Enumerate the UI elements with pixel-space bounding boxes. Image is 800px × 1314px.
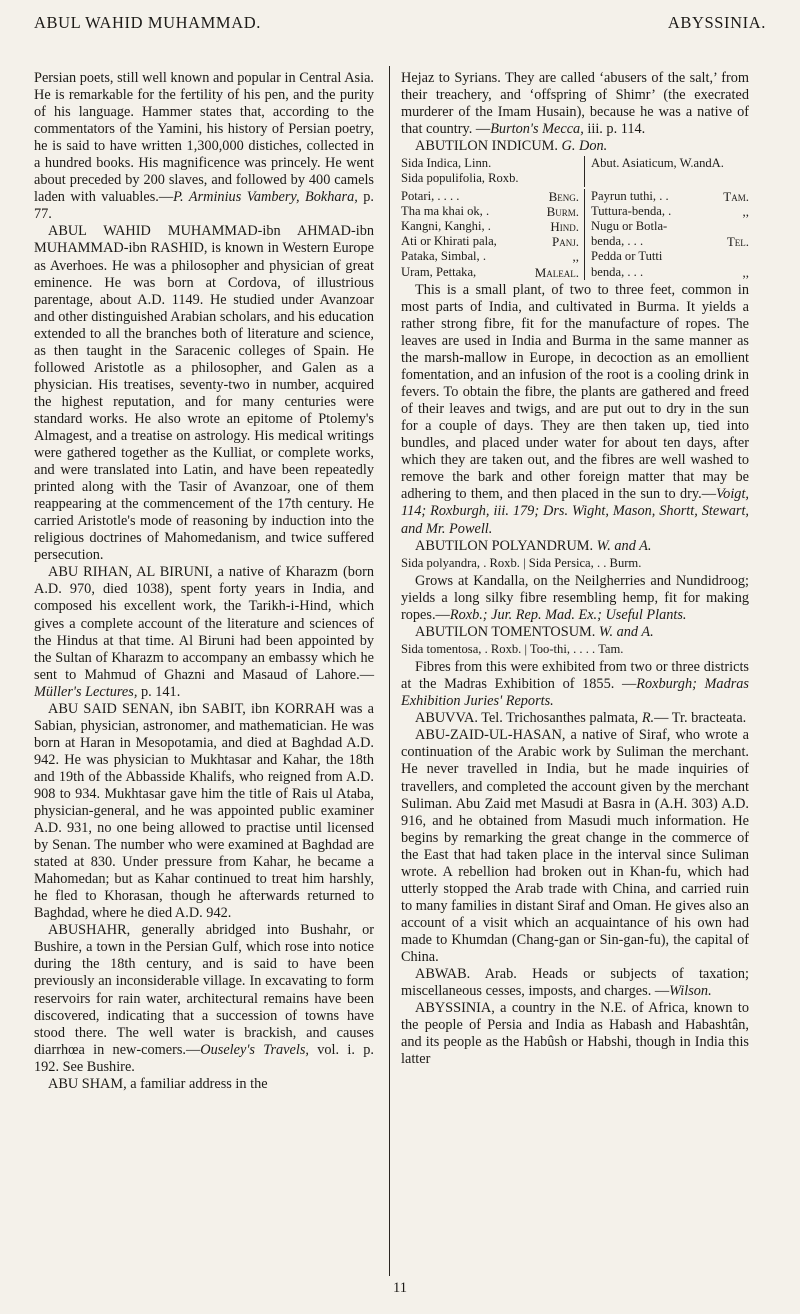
running-head-left: ABUL WAHID MUHAMMAD. [34,13,261,32]
headword: ABU SAID SENAN, ibn SABIT, ibn KORRAH [48,700,335,717]
indicum-synonyms [401,156,749,186]
entry-abu-zaid: ABU-ZAID-UL-HASAN, a native of Siraf, who wrote a continuation of the Arabic work by Suliman the merchant. He never travelled in India, but he made inquiries of travellers, and completed the account given by the merchant Suliman. Abu Zaid met Masudi at Basra in (A.H. 303) A.D. 916, and he obtained from Masudi much information. He begins by remarking the great change in the commerce of the East that had taken place in the interval since Suliman wrote. A rebellion had broken out in Khan-fu, which had utterly stopped the Arab trade with China, and carried ruin to many families in distant Siraf and Oman. He gives also an account of a visit which an acquaintance of his own had made to Khumdan (Chang-gan or Sin-gan-fu), the capital of China. [401,727,749,965]
running-head-right: ABYSSINIA. [667,13,766,32]
headword: ABUSHAHR, [48,922,131,939]
headword: ABUL WAHID MUHAMMAD-ibn AHMAD-ibn MUHAMMAD-ibn RASHID, [34,223,374,257]
vernacular-row: benda, . . . Tel. [591,234,749,250]
vernacular-row: Nugu or Botla- [591,219,668,234]
entry-abu-sham-cont: Hejaz to Syrians. They are called ‘abusers of the salt,’ from their treachery, and ‘offspring of Shimr’ (the execrated murderer of the Imam Husain), because he was a native of that country. —Burton's Mecca, iii. p. 114. [401,70,749,138]
entry-abutilon-tomentosum-head: ABUTILON TOMENTOSUM. W. and A. [415,623,654,640]
vernacular-row: Payrun tuthi, . . Tam. [591,188,749,204]
entry-abutilon-indicum-body: This is a small plant, of two to three feet, common in most parts of India, and cultivated in Burma. It yields a rather strong fibre, fit for the manufacture of ropes. The leaves are used in India and Burma in the same manner as the marsh-mallow in Europe, in decoction as an emollient fomentation, and an infusion of the root is a cooling drink in fevers. To obtain the fibre, the plants are gathered and freed of their leaves and twigs, and are put out to dry in the sun for a couple of days. They are then taken up, tied into bundles, and placed under water for about ten days, after which they are taken out, and the fibres are well washed to remove the bark and other foreign matter that may be adhering to them, and then placed in the sun to dry.—Voigt, 114; Roxburgh, iii. 179; Drs. Wight, Mason, Shortt, Stewart, and Mr. Powell. [401,281,749,537]
headword: ABUTILON INDICUM. [415,138,558,155]
running-head [34,13,766,37]
vernacular-row: Ati or Khirati pala, Panj. [401,234,579,250]
synonym: Sida Indica, Linn. [401,156,492,171]
headword: ABWAB. [415,966,471,983]
vernacular-row: Pataka, Simbal, . ,, [401,249,579,265]
entry-abu-rihan: ABU RIHAN, AL BIRUNI, a native of Kharazm (born A.D. 970, died 1038), spent forty years in India, and composed his excellent work, the Tarikh-i-Hind, which gives a complete account of the literature and sciences of the Hindus at that time. Al Biruni had been appointed by the Sultan of Kharazm to accompany an embassy which he sent to Mahmud of Ghazni and Masaud of Lahore.—Müller's Lectures, p. 141. [34,564,375,700]
entry-abutilon-tomentosum-body: Fibres from this were exhibited from two or three districts at the Madras Exhibition of 1855. —Roxburgh; Madras Exhibition Juries' Reports. [401,659,749,710]
synonym: Sida populifolia, Roxb. [401,171,519,186]
vernacular-row: Uram, Pettaka, Maleal. [401,264,579,280]
vernacular-row: Pedda or Tutti [591,249,663,264]
page-number: 11 [393,1280,407,1296]
entry-abutilon-polyandrum-head: ABUTILON POLYANDRUM. W. and A. [415,537,652,554]
right-column [401,70,749,1068]
entry-abul-wahid: ABUL WAHID MUHAMMAD-ibn AHMAD-ibn MUHAMMAD-ibn RASHID, is known in Western Europe as Averhoes. He was a philosopher and physician of great eminence. He was born at Cordova, of illustrious parentage, about A.D. 1149. He studied under Avanzoar and other distinguished Arabian scholars, and his education extended to all the branches both of literature and science, as then taught in the Saracenic colleges of Spain. He followed Aristotle as a philosopher, and Galen as a physician. His treatises, seventy-two in number, acquired the highest reputation, and for many centuries were standard works. He also wrote an epitome of Ptolemy's Almagest, and a treatise on astrology. His medical writings were gathered together as the Kulliat, or complete works, and were translated into Latin, and have been repeatedly printed along with the Tasir of Avanzoar, one of them reappearing at the commencement of the 17th century. He carried Aristotle's mode of reasoning by induction into the religious doctrines of Mahomedanism, and twice suffered persecution. [34,223,374,564]
headword: ABUTILON POLYANDRUM. [415,537,594,554]
indicum-vernacular-names [401,189,749,280]
entry-abuvva: ABUVVA. Tel. Trichosanthes palmata, R.— Tr. bracteata. [415,710,747,727]
synonym: Abut. Asiaticum, W.andA. [591,156,724,171]
vernacular-row: Potari, . . . . Beng. [401,188,579,204]
left-column [34,70,374,1093]
entry-abu-sham: ABU SHAM, a familiar address in the [48,1075,268,1092]
headword: ABU SHAM, [48,1075,127,1092]
tomentosum-synonyms: Sida tomentosa, . Roxb. | Too-thi, . . . . Tam. [401,642,624,656]
entry-abu-said-senan: ABU SAID SENAN, ibn SABIT, ibn KORRAH was a Sabian, physician, astronomer, and mathematician. He was born at Haran in Mesopotamia, and died at Baghdad A.D. 942. He was physician to Mukhtasar and Kahar, the 18th and 19th of the Abbasside Khalifs, who reigned from A.D. 908 to 934. Mukhtasar gave him the title of Rais ul Ataba, physician-general, and he was appointed public examiner A.D. 931, no one being allowed to practise until licensed by Senan. The number who were examined at Baghdad are stated at 830. Under pressure from Kahar, he became a Mahomedan; but as Kahar continued to treat him harshly, he fled to Khorasan, though he afterwards returned to Baghdad, where he died A.D. 942. [34,700,374,922]
entry-abyssinia: ABYSSINIA, a country in the N.E. of Africa, known to the people of Persia and India as Habash and Habashtân, and its people as the Habûsh or Habshi, though in India this latter [401,1000,749,1068]
vernacular-row: Tha ma khai ok, . Burm. [401,203,579,219]
polyandrum-synonyms: Sida polyandra, . Roxb. | Sida Persica, . . Burm. [401,555,642,570]
entry-abutilon-indicum-head: ABUTILON INDICUM. G. Don. [415,138,608,155]
column-divider [389,66,390,1276]
entry-abushahr: ABUSHAHR, generally abridged into Bushahr, or Bushire, a town in the Persian Gulf, which rose into notice during the 18th century, and is said to have been previously an inconsiderable village. In excavating to form reservoirs for rain water, architectural remains have been discovered, indicating that a succession of towns have stood there. The well water is brackish, and causes diarrhœa in new-comers.—Ouseley's Travels, vol. i. p. 192. See Bushire. [34,922,374,1075]
headword: ABU RIHAN, AL BIRUNI, [48,564,213,581]
vernacular-row: benda, . . . ,, [591,264,749,280]
entry-persian-poets: Persian poets, still well known and popular in Central Asia. He is remarkable for the fertility of his pen, and the purity of his language. Hammer states that, according to the commentators of the Yamini, his history of Persian poetry, he is said to have written 1,300,000 distiches, collected in a hundred books. His magnificence was princely. He went about preceded by 200 slaves, and followed by 400 camels laden with valuables.—P. Arminius Vambery, Bokhara, p. 77. [34,70,374,223]
headword: ABYSSINIA, [415,1000,495,1017]
vernacular-row: Kangni, Kanghi, . Hind. [401,219,579,235]
entry-abutilon-polyandrum-body: Grows at Kandalla, on the Neilgherries and Nundidroog; yields a long silky fibre resembling hemp, fit for making ropes.—Roxb.; Jur. Rep. Mad. Ex.; Useful Plants. [401,572,749,623]
vernacular-row: Tuttura-benda, . ,, [591,203,749,219]
entry-abwab: ABWAB. Arab. Heads or subjects of taxation; miscellaneous cesses, imposts, and charges. —Wilson. [401,966,749,1000]
headword: ABU-ZAID-UL-HASAN, [415,727,566,744]
headword: ABUTILON TOMENTOSUM. [415,623,596,640]
headword: ABUVVA. [415,710,478,727]
